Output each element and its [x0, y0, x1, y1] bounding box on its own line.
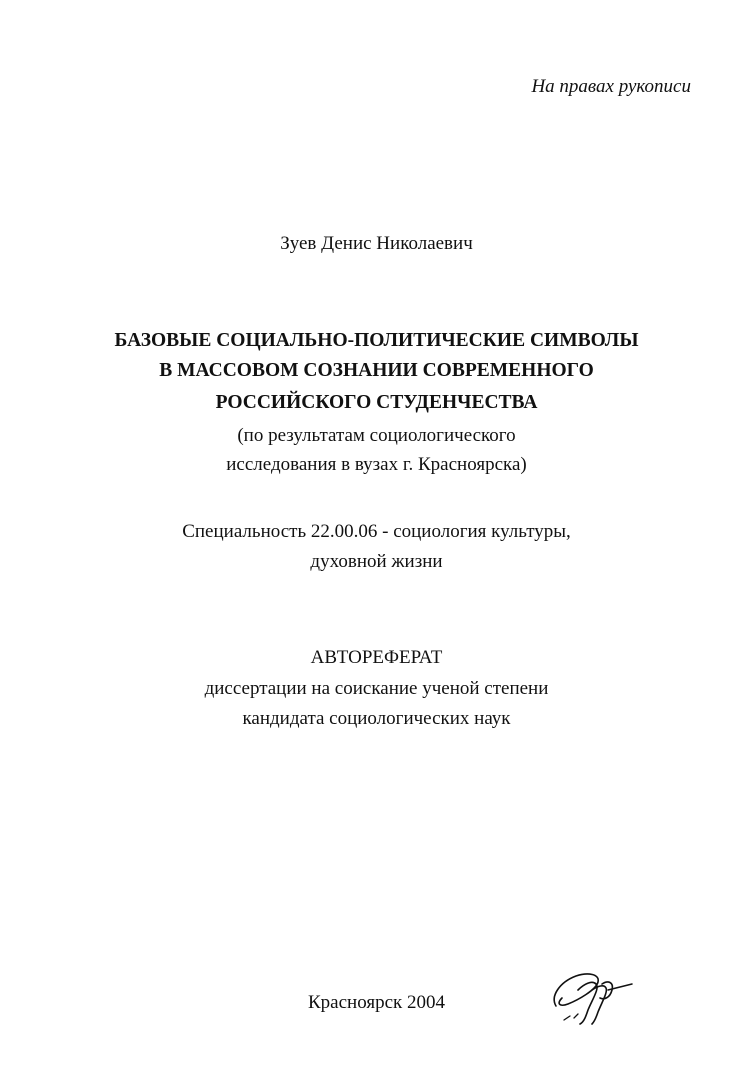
subtitle-line-2: исследования в вузах г. Красноярска)	[226, 454, 527, 475]
title-line-3: РОССИЙСКОГО СТУДЕНЧЕСТВА	[215, 392, 538, 413]
manuscript-rights-note: На правах рукописи	[531, 76, 691, 97]
specialty-line-2: духовной жизни	[310, 551, 443, 572]
degree-line-2: кандидата социологических наук	[242, 708, 511, 729]
place-and-year: Красноярск 2004	[308, 992, 445, 1013]
subtitle-line-1: (по результатам социологического	[237, 425, 516, 446]
author-name: Зуев Денис Николаевич	[280, 233, 473, 254]
handwritten-signature	[548, 960, 638, 1030]
degree-line-1: диссертации на соискание ученой степени	[204, 678, 549, 699]
title-line-1: БАЗОВЫЕ СОЦИАЛЬНО-ПОЛИТИЧЕСКИЕ СИМВОЛЫ	[114, 330, 639, 351]
title-line-2: В МАССОВОМ СОЗНАНИИ СОВРЕМЕННОГО	[159, 360, 594, 381]
document-type: АВТОРЕФЕРАТ	[310, 647, 443, 668]
specialty-line-1: Специальность 22.00.06 - социология культуры,	[182, 521, 571, 542]
